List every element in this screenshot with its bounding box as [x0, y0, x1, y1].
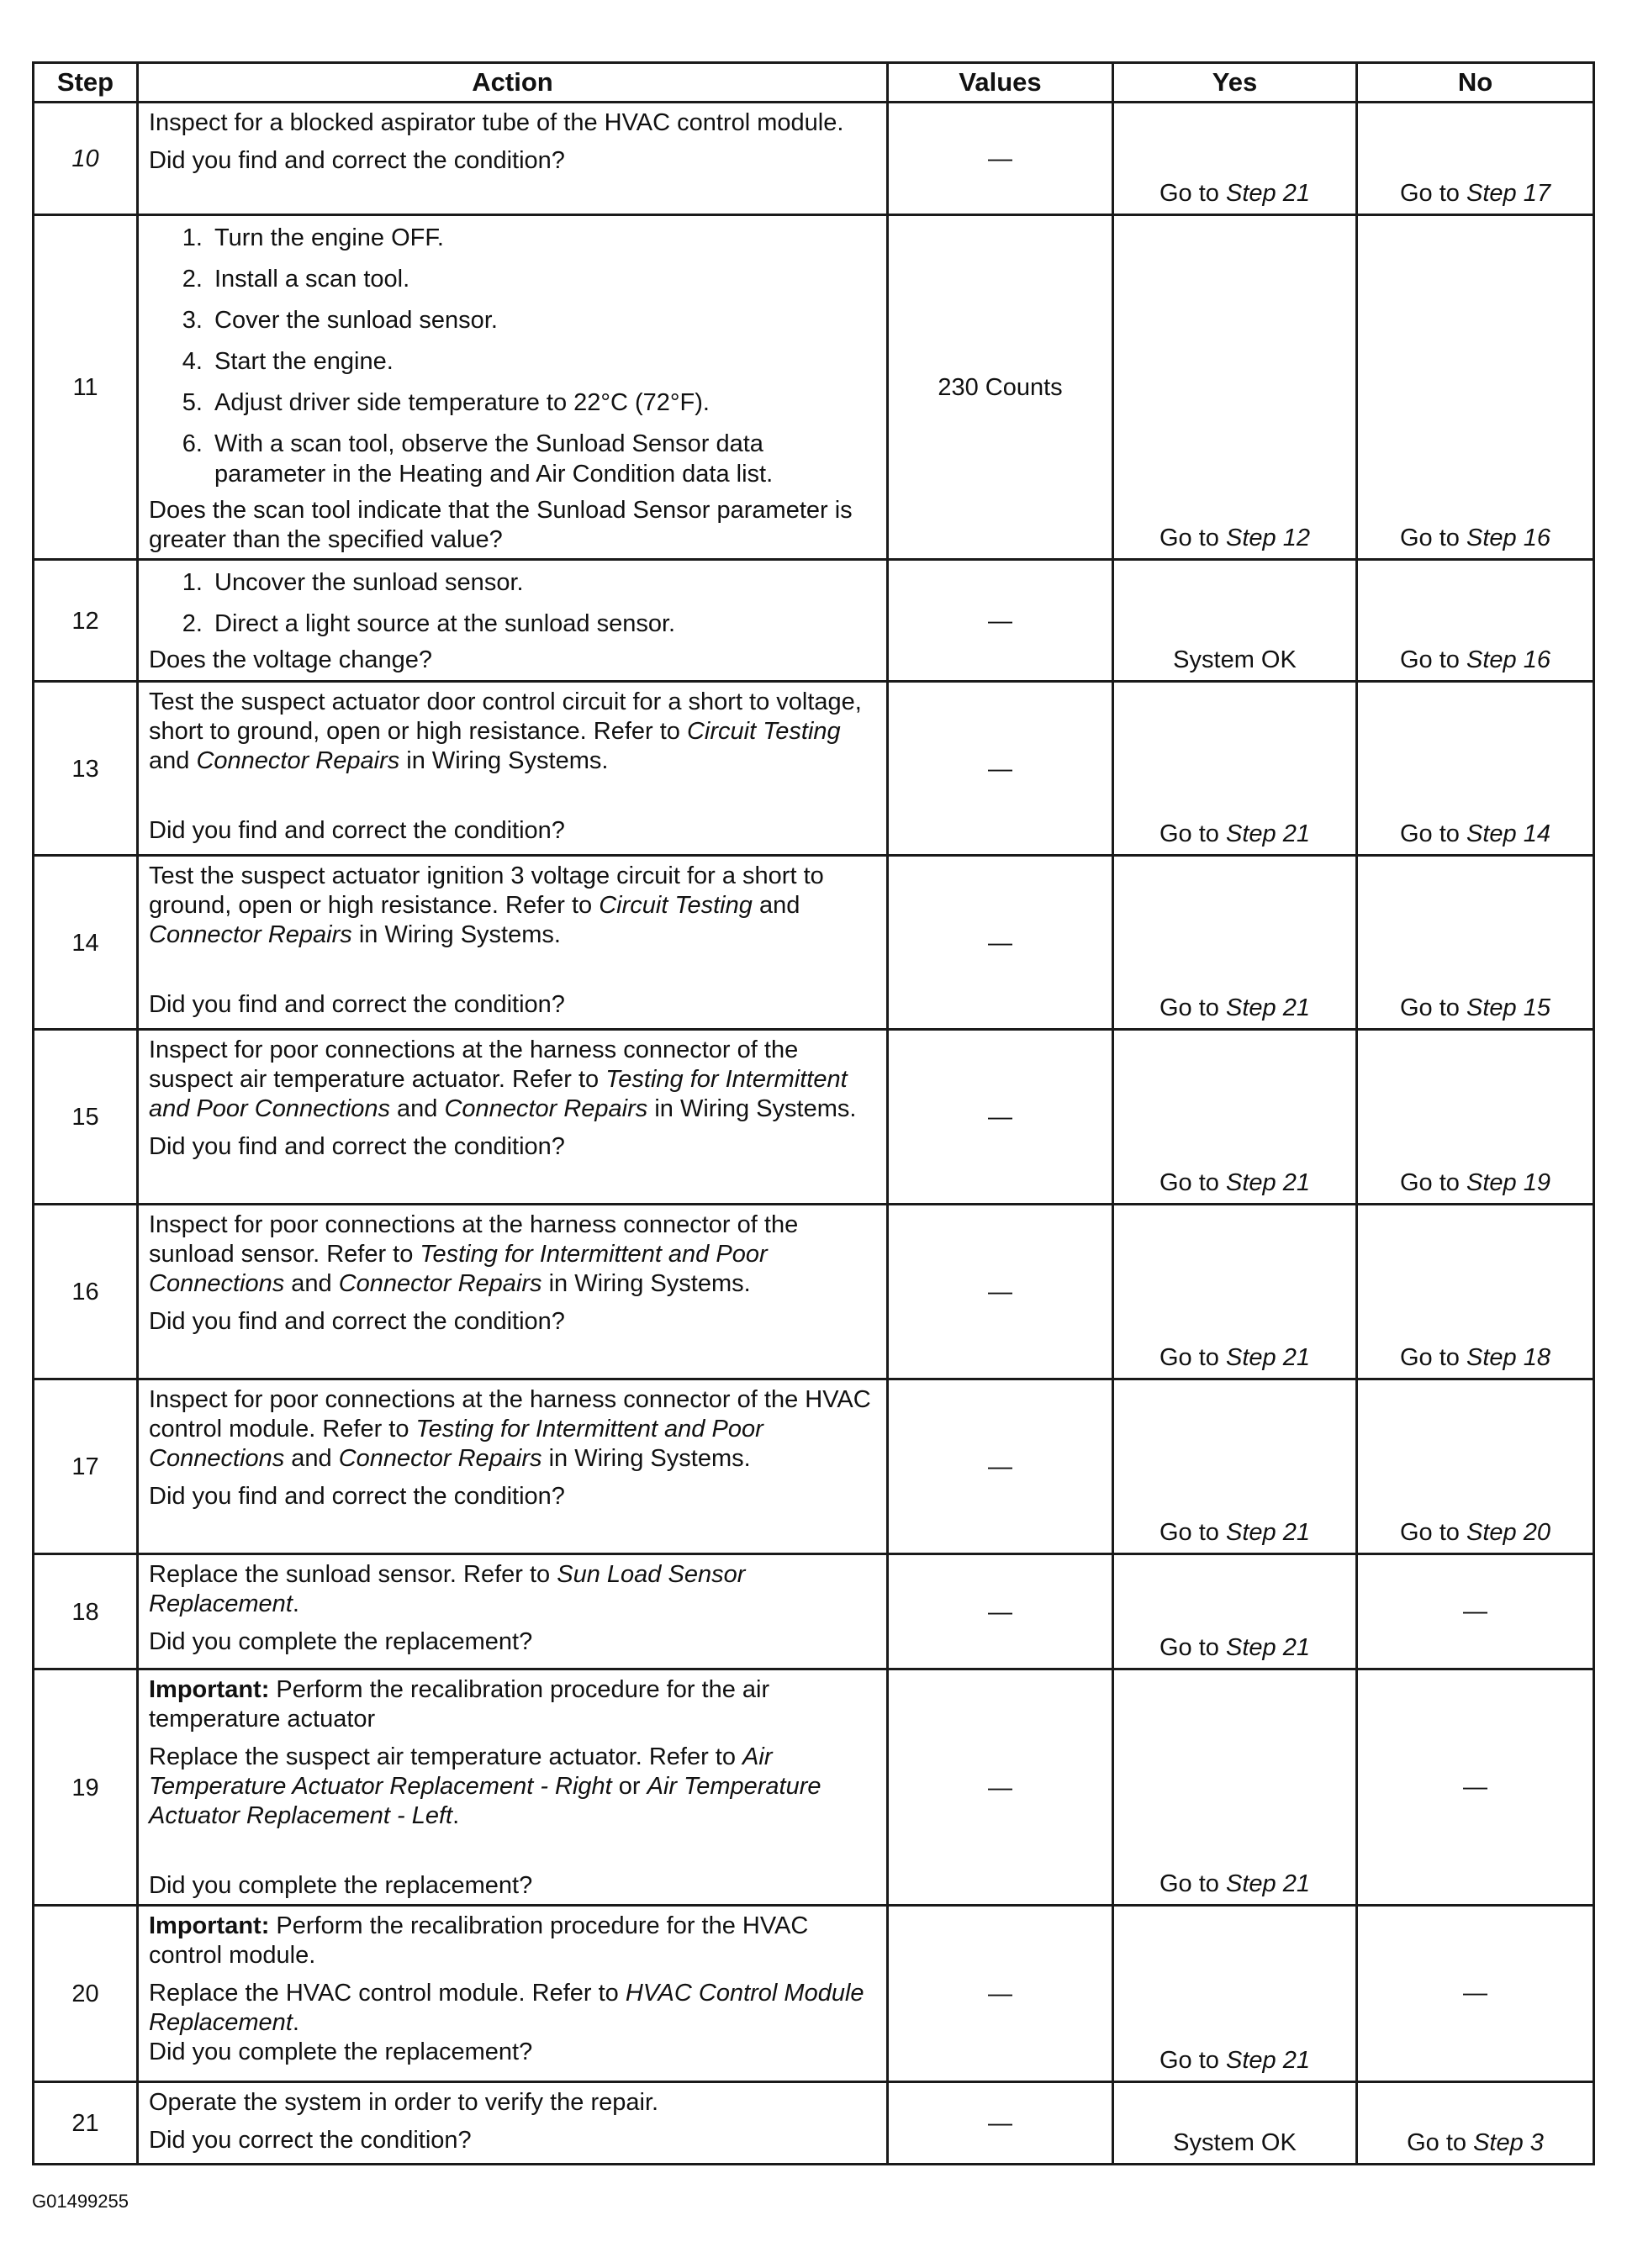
step-number: 11 [34, 215, 138, 560]
action-text-part: and [284, 1270, 339, 1297]
reference-link[interactable]: Connector Repairs [149, 921, 352, 948]
yes-prefix: Go to [1160, 1344, 1226, 1371]
yes-step-link[interactable]: Step 21 [1226, 994, 1310, 1021]
value-cell: — [888, 1205, 1113, 1379]
value-cell: — [888, 856, 1113, 1030]
header-no: No [1357, 63, 1594, 103]
yes-step-link[interactable]: Step 21 [1226, 1169, 1310, 1196]
action-step-item: 5. Adjust driver side temperature to 22°C (72°F). [209, 388, 876, 418]
step-number: 14 [34, 856, 138, 1030]
action-question: Did you complete the replacement? [149, 2039, 533, 2065]
action-cell [138, 1669, 888, 1906]
important-text: Perform the recalibration procedure for the air temperature actuator [149, 1676, 770, 1733]
action-text: Inspect for a blocked aspirator tube of the HVAC control module. [149, 109, 844, 136]
no-prefix: Go to [1407, 2129, 1474, 2156]
action-cell [138, 103, 888, 215]
no-cell [1357, 103, 1594, 215]
yes-cell [1113, 1030, 1357, 1205]
yes-step-link[interactable]: Step 12 [1226, 525, 1310, 551]
yes-prefix: Go to [1160, 2047, 1226, 2074]
no-prefix: Go to [1400, 820, 1466, 847]
action-text [149, 1036, 876, 1124]
value-cell: — [888, 560, 1113, 682]
no-cell: — [1357, 1906, 1594, 2082]
action-text [149, 862, 876, 950]
action-question: Does the scan tool indicate that the Sunload Sensor parameter is greater than the specified value? [149, 497, 853, 553]
yes-step-link[interactable]: Step 21 [1226, 1870, 1310, 1897]
header-values: Values [888, 63, 1113, 103]
yes-step-link[interactable]: Step 21 [1226, 1519, 1310, 1546]
table-row [34, 103, 1594, 215]
reference-link[interactable]: Testing for Intermittent and Poor Connections [149, 1066, 848, 1122]
action-cell [138, 560, 888, 682]
yes-cell [1113, 1205, 1357, 1379]
no-cell [1357, 1379, 1594, 1554]
reference-link[interactable]: Circuit Testing [686, 718, 841, 745]
action-text-part: in Wiring Systems. [541, 1270, 751, 1297]
table-row [34, 1669, 1594, 1906]
yes-step-link[interactable]: Step 21 [1226, 1344, 1310, 1371]
value-cell: 230 Counts [888, 215, 1113, 560]
action-question: Did you find and correct the condition? [149, 991, 565, 1018]
yes-prefix: Go to [1160, 820, 1226, 847]
step-number: 13 [34, 682, 138, 856]
no-prefix: Go to [1400, 1169, 1466, 1196]
action-text-part: Inspect for poor connections at the harness connector of the sunload sensor. Refer to [149, 1211, 799, 1268]
no-prefix: Go to [1400, 1519, 1466, 1546]
no-step-link[interactable]: Step 20 [1466, 1519, 1550, 1546]
reference-link[interactable]: Air Temperature Actuator Replacement - Left [149, 1773, 821, 1829]
important-note [149, 1912, 876, 1970]
action-steps-list [149, 223, 876, 489]
table-row [34, 1030, 1594, 1205]
yes-prefix: Go to [1160, 1519, 1226, 1546]
header-row [34, 63, 1594, 103]
yes-prefix: Go to [1160, 1169, 1226, 1196]
table-row [34, 682, 1594, 856]
action-text [149, 1560, 876, 1619]
reference-link[interactable]: Air Temperature Actuator Replacement - Right [149, 1743, 773, 1800]
action-cell [138, 215, 888, 560]
table-row [34, 560, 1594, 682]
step-number: 15 [34, 1030, 138, 1205]
action-question: Did you complete the replacement? [149, 1872, 533, 1899]
yes-prefix: Go to [1160, 180, 1226, 207]
yes-cell [1113, 856, 1357, 1030]
no-step-link[interactable]: Step 17 [1466, 180, 1550, 207]
step-number: 17 [34, 1379, 138, 1554]
yes-cell: System OK [1113, 2082, 1357, 2165]
action-text [149, 1385, 876, 1474]
yes-step-link[interactable]: Step 21 [1226, 820, 1310, 847]
action-step-item: 1. Turn the engine OFF. [209, 223, 876, 253]
action-step-item: 2. Direct a light source at the sunload sensor. [209, 609, 876, 639]
step-number: 18 [34, 1554, 138, 1669]
yes-step-link[interactable]: Step 21 [1226, 1634, 1310, 1661]
action-text [149, 1210, 876, 1299]
yes-cell [1113, 1669, 1357, 1906]
yes-cell [1113, 103, 1357, 215]
reference-link[interactable]: Circuit Testing [599, 892, 753, 919]
action-text-part: in Wiring Systems. [647, 1095, 857, 1122]
no-cell [1357, 2082, 1594, 2165]
action-text-part: Inspect for poor connections at the harness connector of the HVAC control module. Refer to [149, 1386, 871, 1443]
yes-cell [1113, 682, 1357, 856]
value-cell: — [888, 1669, 1113, 1906]
no-cell [1357, 560, 1594, 682]
action-cell [138, 1554, 888, 1669]
reference-link[interactable]: Connector Repairs [444, 1095, 648, 1122]
action-step-item: 6. With a scan tool, observe the Sunload Sensor data parameter in the Heating and Air Condition data list. [209, 429, 876, 489]
no-cell [1357, 1205, 1594, 1379]
action-text-part: Replace the sunload sensor. Refer to [149, 1561, 557, 1588]
yes-cell [1113, 1906, 1357, 2082]
action-question: Did you find and correct the condition? [149, 817, 565, 844]
action-text-part: Test the suspect actuator ignition 3 voltage circuit for a short to ground, open or high resistance. Refer to [149, 862, 824, 919]
step-number: 16 [34, 1205, 138, 1379]
action-text [149, 1979, 876, 2038]
reference-link[interactable]: Connector Repairs [196, 747, 400, 774]
action-text-part: Replace the suspect air temperature actuator. Refer to [149, 1743, 743, 1770]
action-question: Did you complete the replacement? [149, 1628, 533, 1655]
reference-link[interactable]: Testing for Intermittent and Poor Connections [149, 1416, 763, 1472]
action-cell [138, 1379, 888, 1554]
yes-prefix: Go to [1160, 1634, 1226, 1661]
table-row [34, 1205, 1594, 1379]
table-row [34, 215, 1594, 560]
no-prefix: Go to [1400, 525, 1466, 551]
yes-cell [1113, 1554, 1357, 1669]
no-step-link[interactable]: Step 3 [1473, 2129, 1544, 2156]
diagnostic-table [32, 61, 1595, 2165]
action-step-item: 3. Cover the sunload sensor. [209, 305, 876, 335]
action-question: Did you find and correct the condition? [149, 1308, 565, 1335]
important-text: Perform the recalibration procedure for the HVAC control module. [149, 1912, 809, 1969]
no-step-link[interactable]: Step 16 [1466, 525, 1550, 551]
reference-link[interactable]: Testing for Intermittent and Poor Connections [149, 1241, 768, 1297]
action-steps-list [149, 567, 876, 639]
action-cell [138, 1030, 888, 1205]
yes-prefix: Go to [1160, 525, 1226, 551]
action-text-part: . [292, 1590, 299, 1617]
action-text-part: in Wiring Systems. [399, 747, 609, 774]
important-label: Important: [149, 1676, 270, 1703]
no-cell [1357, 215, 1594, 560]
value-cell: — [888, 1906, 1113, 2082]
reference-link[interactable]: Connector Repairs [338, 1270, 542, 1297]
value-cell: — [888, 1379, 1113, 1554]
no-prefix: Go to [1400, 994, 1466, 1021]
action-text-part: . [452, 1802, 460, 1829]
no-cell [1357, 682, 1594, 856]
no-prefix: Go to [1400, 1344, 1466, 1371]
no-step-link[interactable]: Step 18 [1466, 1344, 1550, 1371]
action-cell [138, 682, 888, 856]
action-text-part: and [389, 1095, 445, 1122]
action-text-part: and [149, 747, 197, 774]
value-cell: — [888, 103, 1113, 215]
table-row [34, 1554, 1594, 1669]
no-step-link[interactable]: Step 19 [1466, 1169, 1550, 1196]
action-step-item: 1. Uncover the sunload sensor. [209, 567, 876, 598]
table-row [34, 2082, 1594, 2165]
header-yes: Yes [1113, 63, 1357, 103]
table-row [34, 856, 1594, 1030]
action-text-part: and [284, 1445, 339, 1472]
action-text-part: Replace the HVAC control module. Refer to [149, 1980, 626, 2007]
no-step-link[interactable]: Step 16 [1466, 646, 1550, 673]
no-cell: — [1357, 1554, 1594, 1669]
yes-cell [1113, 1379, 1357, 1554]
important-label: Important: [149, 1912, 270, 1939]
no-cell: — [1357, 1669, 1594, 1906]
action-text-part: in Wiring Systems. [541, 1445, 751, 1472]
no-step-link[interactable]: Step 14 [1466, 820, 1550, 847]
action-question: Did you find and correct the condition? [149, 1483, 565, 1510]
no-step-link[interactable]: Step 15 [1466, 994, 1550, 1021]
value-cell: — [888, 1554, 1113, 1669]
step-number: 20 [34, 1906, 138, 2082]
action-cell [138, 856, 888, 1030]
no-prefix: Go to [1400, 646, 1466, 673]
no-prefix: Go to [1400, 180, 1466, 207]
table-row [34, 1379, 1594, 1554]
value-cell: — [888, 2082, 1113, 2165]
important-note [149, 1675, 876, 1734]
step-number: 10 [34, 103, 138, 215]
figure-id: G01499255 [32, 2191, 129, 2212]
reference-link[interactable]: HVAC Control Module Replacement [149, 1980, 864, 2036]
step-number: 21 [34, 2082, 138, 2165]
action-text-part: and [752, 892, 800, 919]
action-cell [138, 2082, 888, 2165]
reference-link[interactable]: Connector Repairs [338, 1445, 542, 1472]
action-step-item: 4. Start the engine. [209, 346, 876, 377]
value-cell: — [888, 682, 1113, 856]
yes-cell [1113, 215, 1357, 560]
action-step-item: 2. Install a scan tool. [209, 264, 876, 294]
yes-prefix: Go to [1160, 1870, 1226, 1897]
reference-link[interactable]: Sun Load Sensor Replacement [149, 1561, 746, 1617]
action-question: Did you find and correct the condition? [149, 147, 565, 174]
action-text-part: or [611, 1773, 647, 1800]
action-question: Did you find and correct the condition? [149, 1133, 565, 1160]
action-question: Did you correct the condition? [149, 2127, 472, 2154]
action-question: Does the voltage change? [149, 646, 432, 673]
step-number: 12 [34, 560, 138, 682]
action-text-part: in Wiring Systems. [351, 921, 561, 948]
yes-step-link[interactable]: Step 21 [1226, 2047, 1310, 2074]
action-cell [138, 1906, 888, 2082]
action-text [149, 1743, 876, 1831]
step-number: 19 [34, 1669, 138, 1906]
no-cell [1357, 856, 1594, 1030]
action-text-part: . [292, 2009, 299, 2036]
no-cell [1357, 1030, 1594, 1205]
action-text-part: Inspect for poor connections at the harness connector of the suspect air temperature actuator. Refer to [149, 1036, 799, 1093]
yes-prefix: Go to [1160, 994, 1226, 1021]
header-step: Step [34, 63, 138, 103]
yes-step-link[interactable]: Step 21 [1226, 180, 1310, 207]
header-action: Action [138, 63, 888, 103]
action-text: Operate the system in order to verify the repair. [149, 2089, 659, 2116]
action-text [149, 688, 876, 776]
value-cell: — [888, 1030, 1113, 1205]
action-text-part: Test the suspect actuator door control circuit for a short to voltage, short to ground, open or high resistance. Refer to [149, 688, 862, 745]
action-cell [138, 1205, 888, 1379]
yes-cell: System OK [1113, 560, 1357, 682]
table-row [34, 1906, 1594, 2082]
